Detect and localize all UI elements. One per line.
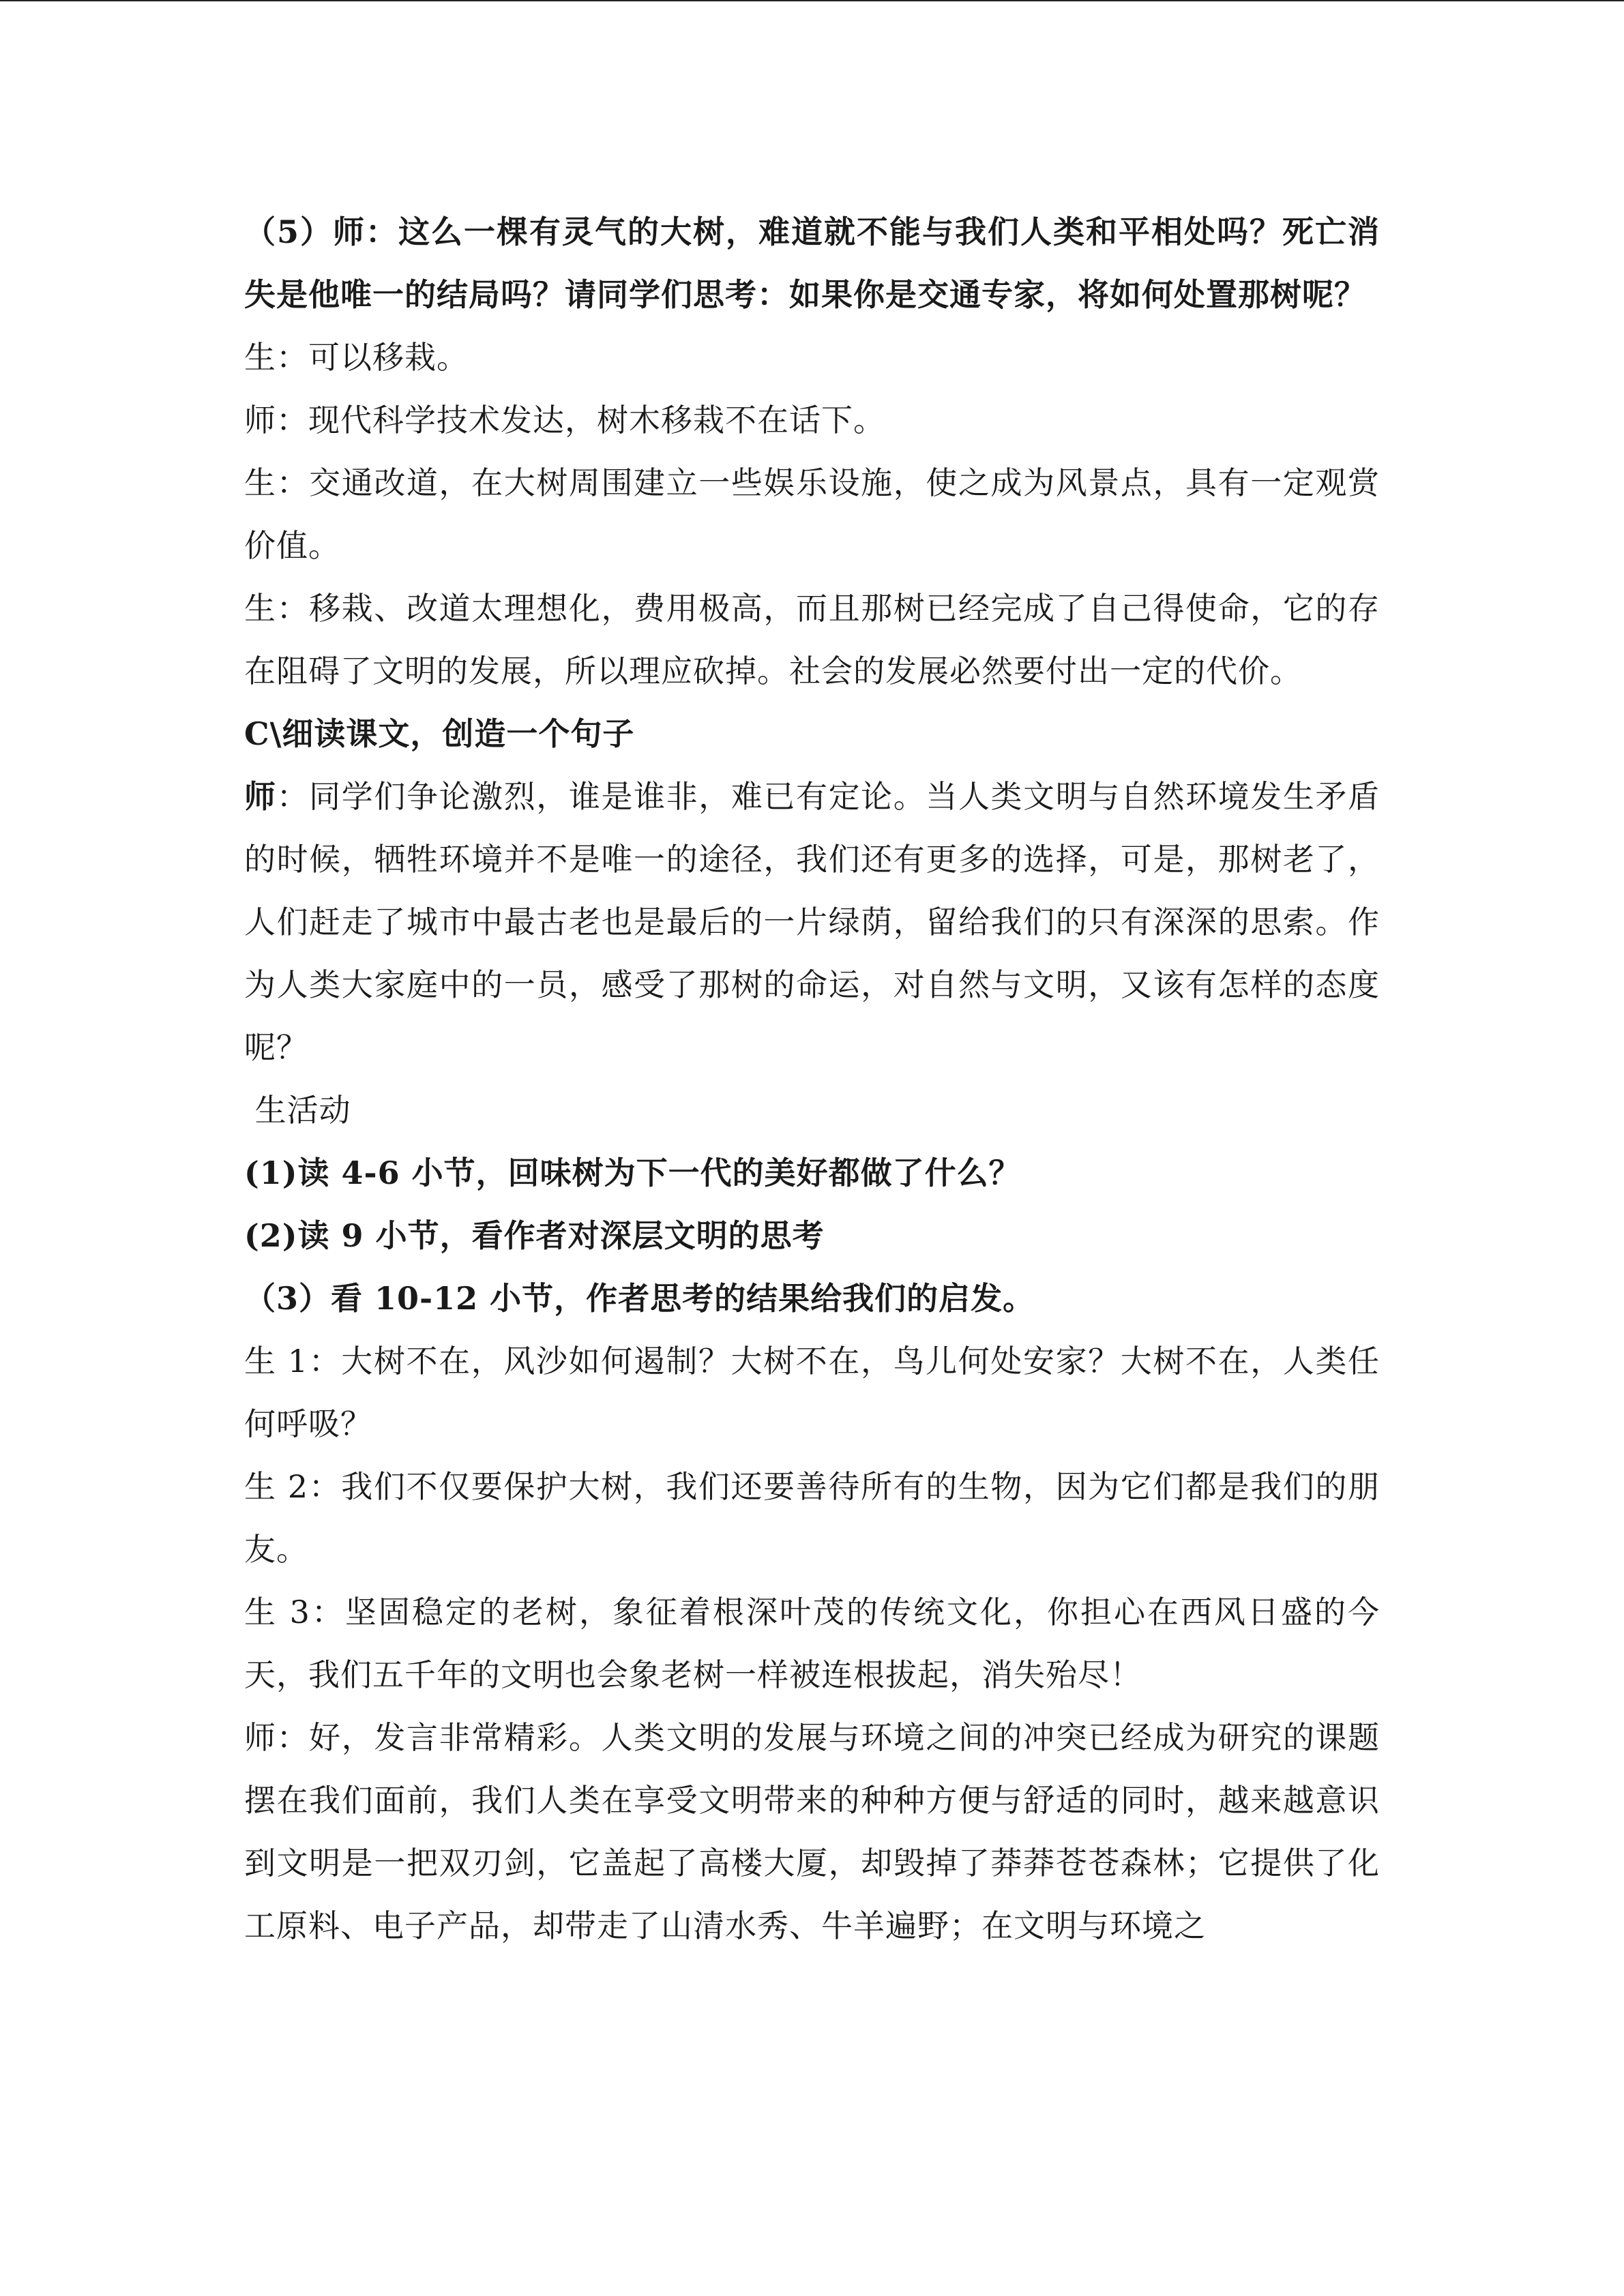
- document-body: [244, 200, 1380, 1957]
- paragraph-student-1: 生 1：大树不在，风沙如何遏制？大树不在，鸟儿何处安家？大树不在，人类任何呼吸？: [244, 1343, 1380, 1442]
- activity-item-3: （3）看 10-12 小节，作者思考的结果给我们的启发。: [244, 1280, 1035, 1317]
- paragraph-student-reply-2: 生：交通改道，在大树周围建立一些娱乐设施，使之成为风景点，具有一定观赏价值。: [244, 464, 1380, 564]
- paragraph-student-reply-1: 生：可以移栽。: [244, 339, 469, 376]
- speaker-label: 师: [244, 778, 277, 815]
- paragraph-student-reply-3: 生：移栽、改道太理想化，费用极高，而且那树已经完成了自己得使命，它的存在阻碍了文明的发展，所以理应砍掉。社会的发展必然要付出一定的代价。: [244, 590, 1380, 689]
- paragraph-activity-label: 生活动: [244, 1092, 351, 1129]
- paragraph-teacher-reply-1: 师：现代科学技术发达，树木移栽不在话下。: [244, 402, 885, 438]
- paragraph-student-2: 生 2：我们不仅要保护大树，我们还要善待所有的生物，因为它们都是我们的朋友。: [244, 1468, 1380, 1568]
- section-heading: C\细读课文，创造一个句子: [244, 715, 635, 752]
- paragraph-teacher-reflection: 师：同学们争论激烈，谁是谁非，难已有定论。当人类文明与自然环境发生矛盾的时候，牺牲环境并不是唯一的途径，我们还有更多的选择，可是，那树老了，人们赶走了城市中最古老也是最后的一片绿荫，留给我们的只有深深的思索。作为人类大家庭中的一员，感受了那树的命运，对自然与文明，又该有怎样的态度呢？: [244, 778, 1381, 1066]
- paragraph-teacher-question: （5）师：这么一棵有灵气的大树，难道就不能与我们人类和平相处吗？死亡消失是他唯一的结局吗？请同学们思考：如果你是交通专家，将如何处置那树呢？: [244, 213, 1380, 313]
- activity-item-1: (1)读 4-6 小节，回味树为下一代的美好都做了什么？: [244, 1154, 1021, 1191]
- activity-item-2: (2)读 9 小节，看作者对深层文明的思考: [244, 1217, 825, 1254]
- paragraph-student-3: 生 3：坚固稳定的老树，象征着根深叶茂的传统文化，你担心在西风日盛的今天，我们五千年的文明也会象老树一样被连根拔起，消失殆尽！: [244, 1594, 1380, 1693]
- paragraph-teacher-summary: 师：好，发言非常精彩。人类文明的发展与环境之间的冲突已经成为研究的课题摆在我们面前，我们人类在享受文明带来的种种方便与舒适的同时，越来越意识到文明是一把双刃剑，它盖起了高楼大厦，却毁掉了莽莽苍苍森林；它提供了化工原料、电子产品，却带走了山清水秀、牛羊遍野；在文明与环境之: [244, 1719, 1380, 1944]
